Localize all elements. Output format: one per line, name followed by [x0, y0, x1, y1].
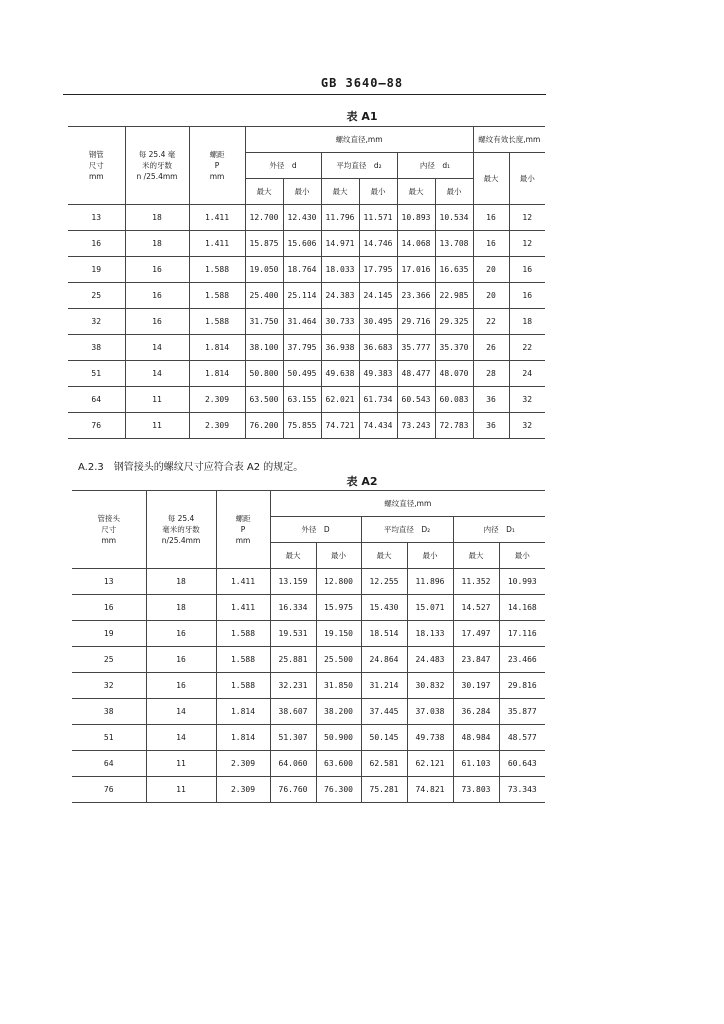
table-cell: 10.893	[397, 205, 435, 231]
table-cell: 23.366	[397, 283, 435, 309]
table-cell: 60.543	[397, 387, 435, 413]
table-cell: 51	[68, 361, 125, 387]
table-cell: 62.581	[361, 751, 407, 777]
table-cell: 49.638	[321, 361, 359, 387]
table-cell: 64	[72, 751, 146, 777]
table-cell: 22	[509, 335, 545, 361]
table-cell: 38	[72, 699, 146, 725]
table-cell: 17.016	[397, 257, 435, 283]
table-cell: 1.588	[216, 621, 270, 647]
table-cell: 36.284	[453, 699, 499, 725]
table-cell: 1.411	[189, 231, 245, 257]
table-cell: 73.243	[397, 413, 435, 439]
table-cell: 12	[509, 231, 545, 257]
table-cell: 24.383	[321, 283, 359, 309]
table-cell: 18.033	[321, 257, 359, 283]
col-fitting-size: 管接头 尺寸 mm	[72, 491, 146, 569]
header-rule	[63, 94, 546, 95]
table-cell: 62.121	[407, 751, 453, 777]
table-cell: 28	[473, 361, 509, 387]
table-cell: 61.103	[453, 751, 499, 777]
table-cell: 26	[473, 335, 509, 361]
sub-outer-diameter: 外径 D	[270, 517, 361, 543]
table-cell: 20	[473, 283, 509, 309]
table-cell: 37.038	[407, 699, 453, 725]
table-cell: 38.607	[270, 699, 316, 725]
table-cell: 35.877	[499, 699, 545, 725]
inner-min: 最小	[435, 179, 473, 205]
table-cell: 12.255	[361, 569, 407, 595]
table-row	[68, 309, 545, 335]
table-row	[72, 673, 545, 699]
table-cell: 15.071	[407, 595, 453, 621]
table-a1-body	[68, 205, 545, 439]
table-cell: 74.721	[321, 413, 359, 439]
table-cell: 1.814	[189, 335, 245, 361]
standard-header: GB 3640—88	[320, 76, 404, 90]
table-cell: 19.531	[270, 621, 316, 647]
table-cell: 14.971	[321, 231, 359, 257]
table-cell: 64	[68, 387, 125, 413]
table-a2-body	[72, 569, 545, 803]
table-cell: 1.411	[189, 205, 245, 231]
table-cell: 12.800	[316, 569, 361, 595]
table-cell: 32	[72, 673, 146, 699]
col-pipe-size: 钢管 尺寸 mm	[68, 127, 125, 205]
mean-min: 最小	[359, 179, 397, 205]
table-cell: 60.643	[499, 751, 545, 777]
sub-outer-diameter: 外径 d	[245, 153, 321, 179]
col-threads-per-inch: 每 25.4 毫 米的牙数 n /25.4mm	[125, 127, 189, 205]
table-cell: 1.588	[216, 673, 270, 699]
table-cell: 11	[146, 751, 216, 777]
table-cell: 18	[125, 231, 189, 257]
table-cell: 16	[509, 257, 545, 283]
table-cell: 48.577	[499, 725, 545, 751]
inner-min: 最小	[499, 543, 545, 569]
sub-inner-diameter: 内径 D₁	[453, 517, 545, 543]
table-cell: 25.881	[270, 647, 316, 673]
table-cell: 76	[72, 777, 146, 803]
table-cell: 63.600	[316, 751, 361, 777]
table-cell: 10.993	[499, 569, 545, 595]
table-cell: 64.060	[270, 751, 316, 777]
table-cell: 11	[125, 413, 189, 439]
table-cell: 29.816	[499, 673, 545, 699]
table-cell: 2.309	[216, 751, 270, 777]
table-cell: 16	[125, 309, 189, 335]
table-cell: 75.855	[283, 413, 321, 439]
table-cell: 14.168	[499, 595, 545, 621]
outer-min: 最小	[316, 543, 361, 569]
table-cell: 15.606	[283, 231, 321, 257]
length-min: 最小	[509, 153, 545, 205]
table-cell: 63.155	[283, 387, 321, 413]
table-cell: 11	[146, 777, 216, 803]
table-cell: 49.738	[407, 725, 453, 751]
table-cell: 11	[125, 387, 189, 413]
outer-min: 最小	[283, 179, 321, 205]
table-cell: 74.434	[359, 413, 397, 439]
table-cell: 16	[146, 673, 216, 699]
table-cell: 29.716	[397, 309, 435, 335]
table-cell: 32.231	[270, 673, 316, 699]
table-row	[72, 621, 545, 647]
table-cell: 30.832	[407, 673, 453, 699]
table-cell: 49.383	[359, 361, 397, 387]
table-cell: 25.400	[245, 283, 283, 309]
table-cell: 16	[146, 647, 216, 673]
table-cell: 1.411	[216, 569, 270, 595]
table-cell: 1.588	[189, 309, 245, 335]
table-cell: 11.896	[407, 569, 453, 595]
table-cell: 62.021	[321, 387, 359, 413]
table-cell: 18.514	[361, 621, 407, 647]
table-cell: 50.495	[283, 361, 321, 387]
table-row	[72, 595, 545, 621]
table-row	[68, 413, 545, 439]
table-cell: 16	[68, 231, 125, 257]
group-thread-length: 螺纹有效长度,mm	[473, 127, 545, 153]
table-row	[72, 647, 545, 673]
table-a1-caption: 表 A1	[346, 110, 378, 123]
table-row	[68, 205, 545, 231]
table-cell: 11.571	[359, 205, 397, 231]
table-cell: 12	[509, 205, 545, 231]
table-cell: 14.746	[359, 231, 397, 257]
table-cell: 16	[125, 283, 189, 309]
table-cell: 13	[68, 205, 125, 231]
table-cell: 17.795	[359, 257, 397, 283]
table-cell: 25.114	[283, 283, 321, 309]
table-cell: 32	[509, 387, 545, 413]
table-a2-caption: 表 A2	[346, 475, 378, 488]
table-cell: 37.795	[283, 335, 321, 361]
table-a1	[68, 126, 545, 439]
table-cell: 76.760	[270, 777, 316, 803]
col-threads-per-inch: 每 25.4 毫米的牙数 n/25.4mm	[146, 491, 216, 569]
table-cell: 17.116	[499, 621, 545, 647]
table-cell: 13.708	[435, 231, 473, 257]
table-cell: 19.050	[245, 257, 283, 283]
mean-min: 最小	[407, 543, 453, 569]
clause-a-2-3: A.2.3 钢管接头的螺纹尺寸应符合表 A2 的规定。	[78, 462, 304, 473]
table-cell: 2.309	[216, 777, 270, 803]
table-row	[68, 335, 545, 361]
table-row	[72, 777, 545, 803]
table-cell: 1.588	[189, 257, 245, 283]
table-row	[68, 257, 545, 283]
table-row	[68, 361, 545, 387]
table-cell: 48.070	[435, 361, 473, 387]
table-cell: 16	[473, 231, 509, 257]
group-thread-diameter: 螺纹直径,mm	[245, 127, 473, 153]
table-cell: 17.497	[453, 621, 499, 647]
outer-max: 最大	[245, 179, 283, 205]
table-cell: 36	[473, 413, 509, 439]
table-cell: 24.483	[407, 647, 453, 673]
table-cell: 16	[72, 595, 146, 621]
table-cell: 12.430	[283, 205, 321, 231]
table-cell: 10.534	[435, 205, 473, 231]
table-cell: 38.100	[245, 335, 283, 361]
table-cell: 76	[68, 413, 125, 439]
table-row	[72, 725, 545, 751]
table-cell: 36.938	[321, 335, 359, 361]
table-row	[72, 569, 545, 595]
table-cell: 30.495	[359, 309, 397, 335]
table-cell: 1.814	[216, 699, 270, 725]
table-cell: 15.975	[316, 595, 361, 621]
table-cell: 16	[473, 205, 509, 231]
table-cell: 50.900	[316, 725, 361, 751]
table-cell: 14	[125, 335, 189, 361]
table-cell: 60.083	[435, 387, 473, 413]
table-cell: 23.466	[499, 647, 545, 673]
table-row	[68, 387, 545, 413]
table-cell: 35.777	[397, 335, 435, 361]
table-cell: 35.370	[435, 335, 473, 361]
inner-max: 最大	[453, 543, 499, 569]
table-row	[72, 751, 545, 777]
group-thread-diameter: 螺纹直径,mm	[270, 491, 545, 517]
table-cell: 24.864	[361, 647, 407, 673]
table-cell: 16.635	[435, 257, 473, 283]
table-cell: 15.875	[245, 231, 283, 257]
table-cell: 18	[146, 595, 216, 621]
table-cell: 11.796	[321, 205, 359, 231]
length-max: 最大	[473, 153, 509, 205]
table-cell: 16	[509, 283, 545, 309]
table-cell: 25	[68, 283, 125, 309]
table-cell: 25	[72, 647, 146, 673]
table-cell: 73.803	[453, 777, 499, 803]
table-cell: 31.214	[361, 673, 407, 699]
table-cell: 18	[125, 205, 189, 231]
table-cell: 18.133	[407, 621, 453, 647]
mean-max: 最大	[321, 179, 359, 205]
col-pitch: 螺距 P mm	[216, 491, 270, 569]
table-cell: 31.850	[316, 673, 361, 699]
table-cell: 15.430	[361, 595, 407, 621]
table-cell: 14.527	[453, 595, 499, 621]
table-cell: 76.300	[316, 777, 361, 803]
table-cell: 13.159	[270, 569, 316, 595]
table-cell: 36	[473, 387, 509, 413]
table-cell: 1.411	[216, 595, 270, 621]
table-cell: 18.764	[283, 257, 321, 283]
sub-inner-diameter: 内径 d₁	[397, 153, 473, 179]
table-cell: 19	[72, 621, 146, 647]
table-cell: 1.814	[189, 361, 245, 387]
mean-max: 最大	[361, 543, 407, 569]
table-cell: 14	[146, 699, 216, 725]
table-cell: 30.197	[453, 673, 499, 699]
table-cell: 2.309	[189, 387, 245, 413]
table-cell: 38	[68, 335, 125, 361]
table-cell: 37.445	[361, 699, 407, 725]
table-cell: 11.352	[453, 569, 499, 595]
table-cell: 61.734	[359, 387, 397, 413]
table-cell: 72.783	[435, 413, 473, 439]
table-cell: 2.309	[189, 413, 245, 439]
sub-mean-diameter: 平均直径 d₂	[321, 153, 397, 179]
table-cell: 18	[509, 309, 545, 335]
table-cell: 48.477	[397, 361, 435, 387]
table-row	[72, 699, 545, 725]
table-cell: 50.800	[245, 361, 283, 387]
table-cell: 32	[68, 309, 125, 335]
table-cell: 14.068	[397, 231, 435, 257]
table-cell: 14	[146, 725, 216, 751]
table-cell: 51.307	[270, 725, 316, 751]
table-cell: 36.683	[359, 335, 397, 361]
table-cell: 30.733	[321, 309, 359, 335]
table-cell: 19.150	[316, 621, 361, 647]
table-cell: 22	[473, 309, 509, 335]
table-cell: 76.200	[245, 413, 283, 439]
table-row	[68, 283, 545, 309]
table-cell: 50.145	[361, 725, 407, 751]
table-cell: 16	[146, 621, 216, 647]
table-cell: 16	[125, 257, 189, 283]
table-row	[68, 231, 545, 257]
table-cell: 1.588	[216, 647, 270, 673]
table-cell: 25.500	[316, 647, 361, 673]
table-a2	[72, 490, 545, 803]
table-cell: 75.281	[361, 777, 407, 803]
table-cell: 22.985	[435, 283, 473, 309]
table-cell: 18	[146, 569, 216, 595]
inner-max: 最大	[397, 179, 435, 205]
outer-max: 最大	[270, 543, 316, 569]
col-pitch: 螺距 P mm	[189, 127, 245, 205]
table-cell: 23.847	[453, 647, 499, 673]
table-cell: 1.588	[189, 283, 245, 309]
table-cell: 29.325	[435, 309, 473, 335]
table-cell: 31.464	[283, 309, 321, 335]
table-cell: 13	[72, 569, 146, 595]
table-cell: 73.343	[499, 777, 545, 803]
table-cell: 1.814	[216, 725, 270, 751]
table-cell: 31.750	[245, 309, 283, 335]
table-cell: 14	[125, 361, 189, 387]
table-cell: 63.500	[245, 387, 283, 413]
table-cell: 12.700	[245, 205, 283, 231]
table-cell: 51	[72, 725, 146, 751]
table-cell: 19	[68, 257, 125, 283]
table-cell: 32	[509, 413, 545, 439]
table-cell: 24.145	[359, 283, 397, 309]
sub-mean-diameter: 平均直径 D₂	[361, 517, 453, 543]
table-cell: 20	[473, 257, 509, 283]
table-cell: 74.821	[407, 777, 453, 803]
table-cell: 48.984	[453, 725, 499, 751]
table-cell: 38.200	[316, 699, 361, 725]
table-cell: 24	[509, 361, 545, 387]
table-cell: 16.334	[270, 595, 316, 621]
